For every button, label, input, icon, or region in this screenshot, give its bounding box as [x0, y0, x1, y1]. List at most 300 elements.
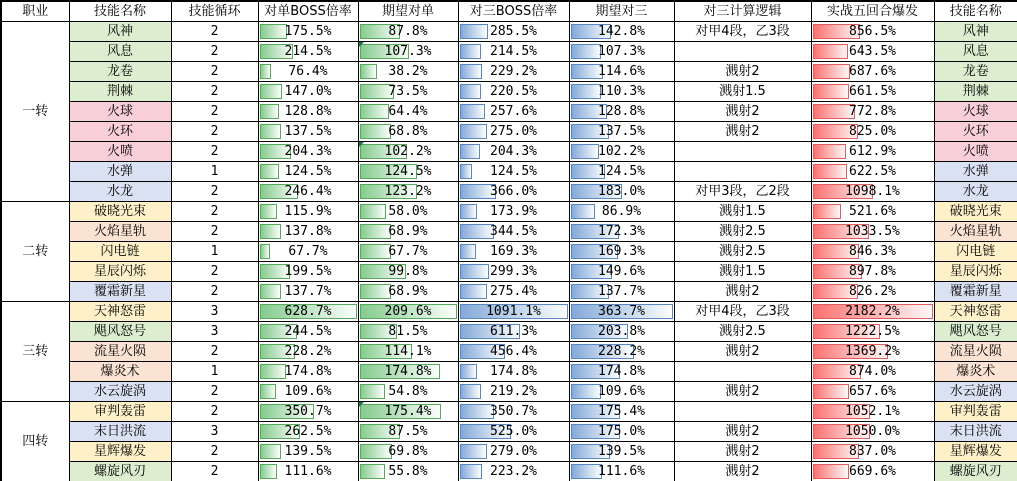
cell-value: 102.2% [384, 144, 432, 159]
triple-boss-cell[interactable] [458, 342, 569, 362]
expected-single-cell[interactable] [358, 302, 458, 322]
table-row [1, 322, 1017, 342]
single-boss-cell[interactable] [258, 82, 358, 102]
burst-cell[interactable] [811, 402, 934, 422]
skill-name-right-cell[interactable]: 破晓光束 [934, 202, 1017, 222]
expected-triple-cell[interactable] [569, 62, 674, 82]
expected-single-cell[interactable] [358, 422, 458, 442]
logic-cell[interactable]: 溅射2 [674, 62, 811, 82]
skill-name-cell[interactable]: 星辉爆发 [69, 442, 171, 462]
cell-value: 169.3% [490, 244, 537, 259]
cycle-cell[interactable]: 2 [171, 42, 258, 62]
cell-value: 228.2% [598, 344, 645, 359]
expected-triple-cell[interactable] [569, 362, 674, 382]
skill-name-right-cell[interactable]: 覆霜新星 [934, 282, 1017, 302]
cell-value: 874.0% [849, 364, 896, 379]
cell-value: 366.0% [490, 184, 537, 199]
skill-name-cell[interactable]: 末日洪流 [69, 422, 171, 442]
triple-boss-cell[interactable] [458, 162, 569, 182]
single-boss-cell[interactable] [258, 322, 358, 342]
expected-single-cell[interactable] [358, 202, 458, 222]
cell-value: 69.8% [388, 444, 428, 459]
expected-triple-cell[interactable] [569, 422, 674, 442]
table-row [1, 162, 1017, 182]
expected-triple-cell[interactable] [569, 282, 674, 302]
expected-triple-cell[interactable] [569, 242, 674, 262]
expected-triple-cell[interactable] [569, 122, 674, 142]
burst-cell[interactable] [811, 382, 934, 402]
cell-value: 64.4% [388, 104, 428, 119]
skill-name-cell[interactable]: 审判轰雷 [69, 402, 171, 422]
expected-triple-cell[interactable] [569, 82, 674, 102]
cell-value: 657.6% [849, 384, 896, 399]
single-boss-cell[interactable] [258, 442, 358, 462]
burst-cell[interactable] [811, 262, 934, 282]
logic-cell[interactable]: 溅射2 [674, 442, 811, 462]
cell-value: 174.8% [598, 364, 645, 379]
cell-value: 107.3% [384, 44, 432, 59]
cell-value: 128.8% [284, 104, 332, 119]
burst-cell[interactable] [811, 202, 934, 222]
expected-single-cell[interactable] [358, 22, 458, 42]
single-boss-cell[interactable] [258, 22, 358, 42]
job-cell[interactable]: 一转 [1, 22, 69, 202]
header-triple-calc-logic[interactable]: 对三计算逻辑 [674, 1, 811, 22]
skill-name-cell[interactable]: 水龙 [69, 182, 171, 202]
skill-name-cell[interactable]: 荆棘 [69, 82, 171, 102]
cycle-cell[interactable]: 3 [171, 322, 258, 342]
skill-name-right-cell[interactable]: 审判轰雷 [934, 402, 1017, 422]
cycle-cell[interactable]: 2 [171, 82, 258, 102]
triple-boss-cell[interactable] [458, 182, 569, 202]
cell-value: 174.8% [284, 364, 332, 379]
cycle-cell[interactable]: 2 [171, 22, 258, 42]
skill-name-cell[interactable]: 龙卷 [69, 62, 171, 82]
single-boss-cell[interactable] [258, 102, 358, 122]
single-boss-cell[interactable] [258, 122, 358, 142]
cell-value: 137.5% [598, 124, 645, 139]
cell-value: 67.7% [288, 244, 328, 259]
expected-triple-cell[interactable] [569, 182, 674, 202]
expected-single-cell[interactable] [358, 322, 458, 342]
expected-single-cell[interactable] [358, 142, 458, 162]
job-cell[interactable]: 三转 [1, 302, 69, 402]
logic-cell[interactable]: 溅射2 [674, 422, 811, 442]
single-boss-cell[interactable] [258, 462, 358, 481]
logic-cell[interactable]: 溅射1.5 [674, 202, 811, 222]
single-boss-cell[interactable] [258, 402, 358, 422]
single-boss-cell[interactable] [258, 242, 358, 262]
skill-name-right-cell[interactable]: 火焰星轨 [934, 222, 1017, 242]
triple-boss-cell[interactable] [458, 42, 569, 62]
cell-value: 1050.0% [845, 424, 900, 439]
header-row [1, 1, 1017, 22]
table-row [1, 142, 1017, 162]
cell-value: 262.5% [284, 424, 332, 439]
table-row [1, 382, 1017, 402]
skill-name-cell[interactable]: 风息 [69, 42, 171, 62]
cell-value: 142.8% [598, 24, 645, 39]
cell-value: 199.5% [284, 264, 332, 279]
skill-name-cell[interactable]: 覆霜新星 [69, 282, 171, 302]
skill-name-right-cell[interactable]: 星辉爆发 [934, 442, 1017, 462]
triple-boss-cell[interactable] [458, 422, 569, 442]
skill-name-right-cell[interactable]: 末日洪流 [934, 422, 1017, 442]
header-skill-cycle[interactable]: 技能循环 [171, 1, 258, 22]
expected-single-cell[interactable] [358, 162, 458, 182]
expected-single-cell[interactable] [358, 342, 458, 362]
logic-cell[interactable] [674, 142, 811, 162]
cell-value: 521.6% [849, 204, 896, 219]
cell-value: 109.6% [284, 384, 332, 399]
table-row [1, 122, 1017, 142]
triple-boss-cell[interactable] [458, 142, 569, 162]
skill-name-cell[interactable]: 星辰闪烁 [69, 262, 171, 282]
cell-value: 175.5% [284, 24, 332, 39]
expected-single-cell[interactable] [358, 122, 458, 142]
skill-name-cell[interactable]: 破晓光束 [69, 202, 171, 222]
cycle-cell[interactable]: 2 [171, 462, 258, 481]
cycle-cell[interactable]: 2 [171, 282, 258, 302]
cell-value: 612.9% [849, 144, 896, 159]
expected-triple-cell[interactable] [569, 302, 674, 322]
cell-value: 350.7% [490, 404, 537, 419]
burst-cell[interactable] [811, 302, 934, 322]
triple-boss-cell[interactable] [458, 242, 569, 262]
expected-triple-cell[interactable] [569, 142, 674, 162]
cell-value: 257.6% [490, 104, 537, 119]
skill-name-right-cell[interactable]: 风神 [934, 22, 1017, 42]
skill-name-right-cell[interactable]: 水云旋涡 [934, 382, 1017, 402]
expected-single-cell[interactable] [358, 382, 458, 402]
single-boss-cell[interactable] [258, 202, 358, 222]
burst-cell[interactable] [811, 82, 934, 102]
triple-boss-cell[interactable] [458, 402, 569, 422]
single-boss-cell[interactable] [258, 182, 358, 202]
cell-value: 275.4% [490, 284, 537, 299]
expected-single-cell[interactable] [358, 262, 458, 282]
cell-value: 219.2% [490, 384, 537, 399]
expected-triple-cell[interactable] [569, 382, 674, 402]
burst-cell[interactable] [811, 362, 934, 382]
skill-name-right-cell[interactable]: 火环 [934, 122, 1017, 142]
triple-boss-cell[interactable] [458, 462, 569, 481]
job-cell[interactable]: 二转 [1, 202, 69, 302]
cycle-cell[interactable]: 2 [171, 142, 258, 162]
triple-boss-cell[interactable] [458, 82, 569, 102]
burst-cell[interactable] [811, 162, 934, 182]
table-row [1, 202, 1017, 222]
burst-cell[interactable] [811, 222, 934, 242]
skill-name-right-cell[interactable]: 水弹 [934, 162, 1017, 182]
skill-name-right-cell[interactable]: 星辰闪烁 [934, 262, 1017, 282]
cycle-cell[interactable]: 2 [171, 102, 258, 122]
expected-triple-cell[interactable] [569, 222, 674, 242]
table-row [1, 102, 1017, 122]
triple-boss-cell[interactable] [458, 282, 569, 302]
job-cell[interactable]: 四转 [1, 402, 69, 481]
burst-cell[interactable] [811, 142, 934, 162]
skill-name-cell[interactable]: 流星火陨 [69, 342, 171, 362]
triple-boss-cell[interactable] [458, 302, 569, 322]
triple-boss-cell[interactable] [458, 362, 569, 382]
cycle-cell[interactable]: 2 [171, 442, 258, 462]
burst-cell[interactable] [811, 62, 934, 82]
cycle-cell[interactable]: 2 [171, 182, 258, 202]
burst-cell[interactable] [811, 102, 934, 122]
cell-value: 223.2% [490, 464, 537, 479]
cell-value: 846.3% [849, 244, 896, 259]
expected-single-cell[interactable] [358, 182, 458, 202]
table-row [1, 362, 1017, 382]
header-single-boss-multiplier[interactable]: 对单BOSS倍率 [258, 1, 358, 22]
expected-triple-cell[interactable] [569, 442, 674, 462]
skill-name-right-cell[interactable]: 火球 [934, 102, 1017, 122]
cell-value: 124.5% [284, 164, 332, 179]
expected-single-cell[interactable] [358, 402, 458, 422]
logic-cell[interactable]: 溅射2 [674, 102, 811, 122]
triple-boss-cell[interactable] [458, 22, 569, 42]
skill-name-cell[interactable]: 水弹 [69, 162, 171, 182]
cell-value: 175.0% [598, 424, 645, 439]
cycle-cell[interactable]: 2 [171, 342, 258, 362]
burst-cell[interactable] [811, 462, 934, 481]
logic-cell[interactable]: 溅射1.5 [674, 262, 811, 282]
skill-name-right-cell[interactable]: 流星火陨 [934, 342, 1017, 362]
single-boss-cell[interactable] [258, 382, 358, 402]
skill-name-right-cell[interactable]: 荆棘 [934, 82, 1017, 102]
burst-cell[interactable] [811, 282, 934, 302]
single-boss-cell[interactable] [258, 162, 358, 182]
logic-cell[interactable]: 对甲4段，乙3段 [674, 22, 811, 42]
cell-value: 772.8% [849, 104, 896, 119]
cell-value: 175.4% [384, 404, 432, 419]
cycle-cell[interactable]: 3 [171, 302, 258, 322]
skill-name-right-cell[interactable]: 天神怒雷 [934, 302, 1017, 322]
logic-cell[interactable] [674, 362, 811, 382]
skill-name-cell[interactable]: 火球 [69, 102, 171, 122]
expected-single-cell[interactable] [358, 102, 458, 122]
burst-cell[interactable] [811, 242, 934, 262]
logic-cell[interactable] [674, 162, 811, 182]
logic-cell[interactable]: 溅射2.5 [674, 322, 811, 342]
burst-cell[interactable] [811, 442, 934, 462]
triple-boss-cell[interactable] [458, 102, 569, 122]
triple-boss-cell[interactable] [458, 442, 569, 462]
cell-value: 244.5% [284, 324, 332, 339]
cell-value: 174.8% [490, 364, 537, 379]
expected-single-cell[interactable] [358, 462, 458, 481]
logic-cell[interactable] [674, 402, 811, 422]
logic-cell[interactable]: 对甲3段，乙2段 [674, 182, 811, 202]
header-skill-name[interactable]: 技能名称 [69, 1, 171, 22]
cell-value: 279.0% [490, 444, 537, 459]
skill-name-right-cell[interactable]: 爆炎术 [934, 362, 1017, 382]
single-boss-cell[interactable] [258, 342, 358, 362]
skill-name-right-cell[interactable]: 风息 [934, 42, 1017, 62]
header-expected-triple[interactable]: 期望对三 [569, 1, 674, 22]
burst-cell[interactable] [811, 42, 934, 62]
cell-value: 220.5% [490, 84, 537, 99]
cell-value: 128.8% [598, 104, 645, 119]
expected-triple-cell[interactable] [569, 342, 674, 362]
table-row [1, 262, 1017, 282]
cell-value: 826.2% [849, 284, 896, 299]
logic-cell[interactable]: 溅射2 [674, 282, 811, 302]
header-triple-boss-multiplier[interactable]: 对三BOSS倍率 [458, 1, 569, 22]
skill-name-cell[interactable]: 火喷 [69, 142, 171, 162]
triple-boss-cell[interactable] [458, 262, 569, 282]
cell-value: 661.5% [849, 84, 896, 99]
cell-value: 173.9% [490, 204, 537, 219]
burst-cell[interactable] [811, 342, 934, 362]
burst-cell[interactable] [811, 122, 934, 142]
cell-value: 67.7% [388, 244, 428, 259]
cycle-cell[interactable]: 2 [171, 62, 258, 82]
triple-boss-cell[interactable] [458, 202, 569, 222]
expected-single-cell[interactable] [358, 442, 458, 462]
skill-name-cell[interactable]: 飓风怒号 [69, 322, 171, 342]
cell-value: 1098.1% [845, 184, 900, 199]
burst-cell[interactable] [811, 22, 934, 42]
skill-name-cell[interactable]: 天神怒雷 [69, 302, 171, 322]
cell-value: 299.3% [490, 264, 537, 279]
triple-boss-cell[interactable] [458, 222, 569, 242]
table-row [1, 62, 1017, 82]
expected-triple-cell[interactable] [569, 462, 674, 481]
triple-boss-cell[interactable] [458, 62, 569, 82]
cycle-cell[interactable]: 3 [171, 422, 258, 442]
cycle-cell[interactable]: 1 [171, 242, 258, 262]
cell-value: 124.5% [490, 164, 537, 179]
skill-name-right-cell[interactable]: 龙卷 [934, 62, 1017, 82]
cell-value: 110.3% [598, 84, 645, 99]
cell-value: 149.6% [598, 264, 645, 279]
expected-triple-cell[interactable] [569, 262, 674, 282]
cycle-cell[interactable]: 2 [171, 202, 258, 222]
triple-boss-cell[interactable] [458, 122, 569, 142]
cycle-cell[interactable]: 1 [171, 162, 258, 182]
header-five-round-burst[interactable]: 实战五回合爆发 [811, 1, 934, 22]
table-row [1, 282, 1017, 302]
cell-value: 86.9% [601, 204, 642, 219]
expected-triple-cell[interactable] [569, 402, 674, 422]
expected-triple-cell[interactable] [569, 42, 674, 62]
single-boss-cell[interactable] [258, 222, 358, 242]
cell-value: 102.2% [598, 144, 645, 159]
triple-boss-cell[interactable] [458, 382, 569, 402]
burst-cell[interactable] [811, 182, 934, 202]
expected-triple-cell[interactable] [569, 162, 674, 182]
cell-value: 139.5% [284, 444, 332, 459]
single-boss-cell[interactable] [258, 282, 358, 302]
single-boss-cell[interactable] [258, 262, 358, 282]
logic-cell[interactable]: 溅射1.5 [674, 82, 811, 102]
single-boss-cell[interactable] [258, 42, 358, 62]
skill-name-right-cell[interactable]: 螺旋风刃 [934, 462, 1017, 481]
skill-name-cell[interactable]: 水云旋涡 [69, 382, 171, 402]
logic-cell[interactable]: 溅射2.5 [674, 222, 811, 242]
cycle-cell[interactable]: 2 [171, 262, 258, 282]
expected-single-cell[interactable] [358, 62, 458, 82]
single-boss-cell[interactable] [258, 62, 358, 82]
skill-name-cell[interactable]: 爆炎术 [69, 362, 171, 382]
cell-value: 669.6% [849, 464, 896, 479]
cell-value: 68.9% [388, 224, 428, 239]
table-row [1, 442, 1017, 462]
table-row [1, 342, 1017, 362]
skill-name-cell[interactable]: 闪电链 [69, 242, 171, 262]
cycle-cell[interactable]: 2 [171, 122, 258, 142]
skill-name-cell[interactable]: 风神 [69, 22, 171, 42]
logic-cell[interactable] [674, 42, 811, 62]
cell-value: 1222.5% [845, 324, 900, 339]
header-job[interactable]: 职业 [1, 1, 69, 22]
cycle-cell[interactable]: 2 [171, 402, 258, 422]
cell-value: 1091.1% [486, 304, 541, 319]
expected-single-cell[interactable] [358, 42, 458, 62]
logic-cell[interactable]: 溅射2 [674, 122, 811, 142]
cell-value: 456.4% [490, 344, 537, 359]
skill-name-cell[interactable]: 螺旋风刃 [69, 462, 171, 481]
cell-value: 643.5% [849, 44, 896, 59]
cell-value: 214.5% [490, 44, 537, 59]
cycle-cell[interactable]: 2 [171, 222, 258, 242]
logic-cell[interactable]: 溅射2 [674, 342, 811, 362]
logic-cell[interactable]: 溅射2.5 [674, 242, 811, 262]
cycle-cell[interactable]: 1 [171, 362, 258, 382]
expected-triple-cell[interactable] [569, 322, 674, 342]
skill-name-right-cell[interactable]: 水龙 [934, 182, 1017, 202]
expected-single-cell[interactable] [358, 222, 458, 242]
cycle-cell[interactable]: 2 [171, 382, 258, 402]
cell-value: 137.8% [284, 224, 332, 239]
burst-cell[interactable] [811, 422, 934, 442]
single-boss-cell[interactable] [258, 302, 358, 322]
expected-triple-cell[interactable] [569, 202, 674, 222]
expected-triple-cell[interactable] [569, 102, 674, 122]
skill-name-cell[interactable]: 火焰星轨 [69, 222, 171, 242]
cell-value: 68.9% [388, 284, 428, 299]
skill-name-right-cell[interactable]: 飓风怒号 [934, 322, 1017, 342]
cell-value: 209.6% [384, 304, 432, 319]
skill-name-right-cell[interactable]: 闪电链 [934, 242, 1017, 262]
single-boss-cell[interactable] [258, 142, 358, 162]
burst-cell[interactable] [811, 322, 934, 342]
expected-single-cell[interactable] [358, 82, 458, 102]
skill-name-cell[interactable]: 火环 [69, 122, 171, 142]
cell-value: 1033.5% [845, 224, 900, 239]
expected-single-cell[interactable] [358, 362, 458, 382]
single-boss-cell[interactable] [258, 362, 358, 382]
cell-value: 115.9% [284, 204, 332, 219]
logic-cell[interactable]: 对甲4段，乙3段 [674, 302, 811, 322]
expected-single-cell[interactable] [358, 242, 458, 262]
cell-value: 214.5% [284, 44, 332, 59]
logic-cell[interactable]: 溅射2 [674, 462, 811, 481]
single-boss-cell[interactable] [258, 422, 358, 442]
triple-boss-cell[interactable] [458, 322, 569, 342]
cell-value: 228.2% [284, 344, 332, 359]
header-skill-name-right[interactable]: 技能名称 [934, 1, 1017, 22]
cell-value: 169.3% [598, 244, 645, 259]
cell-value: 350.7% [284, 404, 332, 419]
skill-name-right-cell[interactable]: 火喷 [934, 142, 1017, 162]
logic-cell[interactable]: 溅射2 [674, 382, 811, 402]
expected-triple-cell[interactable] [569, 22, 674, 42]
expected-single-cell[interactable] [358, 282, 458, 302]
header-expected-single[interactable]: 期望对单 [358, 1, 458, 22]
